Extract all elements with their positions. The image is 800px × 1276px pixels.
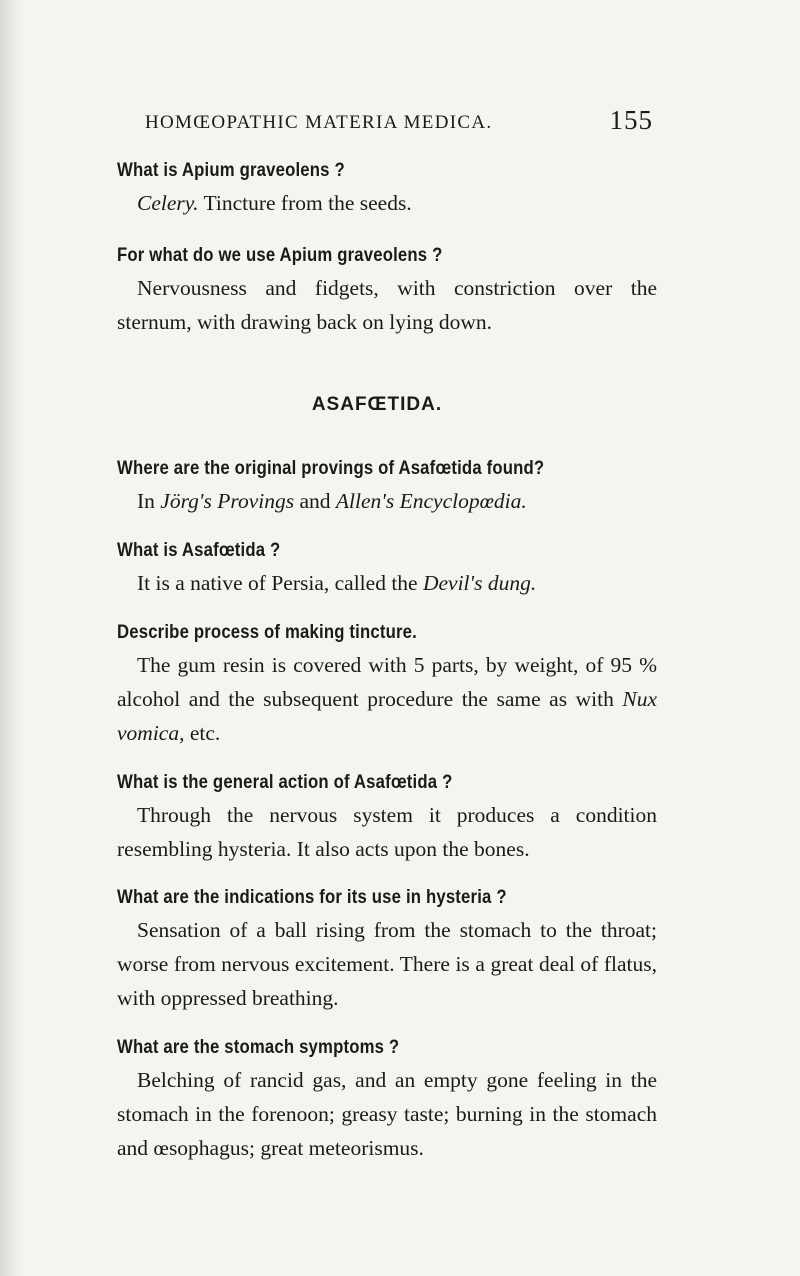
page-number: 155 [609, 105, 653, 135]
answer-text: In [137, 489, 161, 513]
answer-italic: Jörg's Provings [160, 489, 295, 513]
answer-text: Tincture from the seeds. [198, 191, 412, 215]
question: What is Asafœtida ? [117, 540, 281, 561]
question: For what do we use Apium graveolens ? [117, 245, 443, 266]
answer: Sensation of a ball rising from the stomach to the throat; worse from nervous excitement. There is a great deal of flatus, with oppressed breathing. [117, 918, 657, 1010]
answer-italic: Nux vomica, [117, 687, 657, 745]
question: What is Apium graveolens ? [117, 160, 345, 181]
answer-italic: Celery. [137, 191, 199, 215]
question: Where are the original provings of Asafœtida found? [117, 458, 545, 479]
answer-text: etc. [184, 721, 221, 745]
answer-text: and [294, 489, 336, 513]
answer-text: It is a native of Persia, called the [137, 571, 423, 595]
answer: Belching of rancid gas, and an empty gone feeling in the stomach in the forenoon; greasy taste; burning in the stomach and œsophagus; great meteorismus. [117, 1068, 657, 1160]
answer-italic: Devil's dung. [422, 571, 537, 595]
question: What are the stomach symptoms ? [117, 1037, 400, 1058]
answer [117, 648, 657, 750]
answer: Nervousness and fidgets, with constriction over the sternum, with drawing back on lying down. [117, 276, 657, 334]
answer-text: The gum resin is covered with 5 parts, by weight, of 95 % alcohol and the subsequent procedure the same as with [117, 653, 657, 711]
answer [117, 566, 657, 600]
question: What is the general action of Asafœtida ? [117, 772, 453, 793]
answer [117, 484, 657, 518]
answer: Through the nervous system it produces a condition resembling hysteria. It also acts upon the bones. [117, 803, 657, 861]
answer-italic: Allen's Encyclopœdia. [335, 489, 527, 513]
answer [117, 186, 657, 220]
question: What are the indications for its use in hysteria ? [117, 887, 507, 908]
question: Describe process of making tincture. [117, 622, 417, 643]
running-title: HOMŒOPATHIC MATERIA MEDICA. [145, 112, 493, 133]
running-head [145, 105, 653, 142]
scan-edge-shading [0, 0, 26, 1276]
section-heading: ASAFŒTIDA. [311, 394, 443, 415]
